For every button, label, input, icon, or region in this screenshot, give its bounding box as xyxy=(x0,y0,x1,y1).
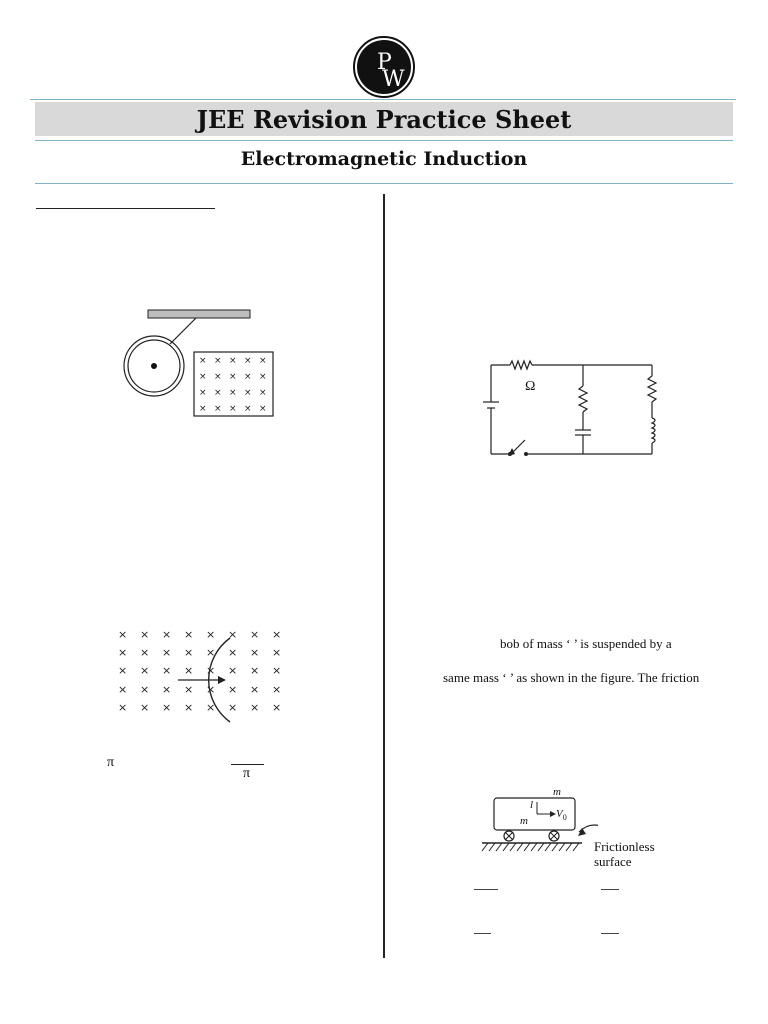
svg-text:×: × xyxy=(184,646,194,659)
svg-text:×: × xyxy=(228,683,238,696)
svg-text:×: × xyxy=(206,628,216,641)
svg-text:×: × xyxy=(118,646,128,659)
option-c-fraction-bar xyxy=(474,933,491,934)
figure-cart xyxy=(478,784,598,856)
svg-text:×: × xyxy=(118,628,128,641)
svg-text:×: × xyxy=(272,646,282,659)
svg-text:×: × xyxy=(229,388,237,398)
svg-text:×: × xyxy=(206,664,216,677)
option-a-fraction-bar xyxy=(474,889,498,890)
svg-text:×: × xyxy=(244,404,252,414)
page-title: JEE Revision Practice Sheet xyxy=(196,104,572,134)
question-text-line2: same mass ‘ ’ as shown in the figure. The friction xyxy=(443,670,700,685)
surface-label: surface xyxy=(594,854,632,869)
svg-text:×: × xyxy=(140,664,150,677)
svg-text:×: × xyxy=(206,701,216,714)
svg-text:×: × xyxy=(229,404,237,414)
svg-text:×: × xyxy=(140,701,150,714)
cart-label-l: l xyxy=(530,799,534,811)
svg-text:×: × xyxy=(140,628,150,641)
header-rule-3 xyxy=(35,183,733,184)
svg-text:×: × xyxy=(229,372,237,382)
circuit-omega: Ω xyxy=(525,379,536,394)
svg-text:×: × xyxy=(214,388,222,398)
svg-text:×: × xyxy=(206,646,216,659)
svg-text:×: × xyxy=(184,664,194,677)
page-subtitle: Electromagnetic Induction xyxy=(240,148,528,170)
question-text-line1: bob of mass ‘ ’ is suspended by a xyxy=(500,636,672,651)
cart-label-m-left: m xyxy=(520,815,528,827)
option-b-fraction-bar xyxy=(601,889,619,890)
svg-text:×: × xyxy=(272,701,282,714)
svg-text:×: × xyxy=(199,372,207,382)
figure-semicircle-field xyxy=(112,624,287,724)
cart-label-m-top: m xyxy=(553,786,561,798)
svg-text:×: × xyxy=(199,356,207,366)
svg-text:×: × xyxy=(272,664,282,677)
svg-text:×: × xyxy=(162,664,172,677)
option-d-fraction-bar xyxy=(601,933,619,934)
svg-text:×: × xyxy=(244,388,252,398)
svg-text:×: × xyxy=(140,646,150,659)
svg-text:×: × xyxy=(272,628,282,641)
cart-label-v xyxy=(556,808,567,822)
svg-text:×: × xyxy=(162,701,172,714)
header-top-rule xyxy=(30,99,736,100)
svg-text:×: × xyxy=(206,683,216,696)
svg-text:×: × xyxy=(228,664,238,677)
svg-text:P: P xyxy=(377,50,392,75)
svg-text:×: × xyxy=(199,404,207,414)
svg-text:×: × xyxy=(250,664,260,677)
figure-ring-field xyxy=(118,306,278,420)
cart-label-v-sub: 0 xyxy=(562,813,567,823)
svg-text:×: × xyxy=(259,372,267,382)
svg-text:×: × xyxy=(184,628,194,641)
pw-logo xyxy=(353,36,415,98)
svg-text:×: × xyxy=(229,356,237,366)
svg-text:×: × xyxy=(228,646,238,659)
cart-label-v-main: V xyxy=(556,808,563,820)
fig2-pi-left: π xyxy=(107,755,115,770)
fig2-pi-right: π xyxy=(243,766,251,781)
svg-text:×: × xyxy=(228,628,238,641)
section-underline xyxy=(36,208,215,209)
svg-text:×: × xyxy=(272,683,282,696)
svg-text:×: × xyxy=(118,664,128,677)
svg-text:×: × xyxy=(214,404,222,414)
svg-text:×: × xyxy=(259,404,267,414)
svg-text:×: × xyxy=(118,683,128,696)
svg-text:×: × xyxy=(244,372,252,382)
svg-text:×: × xyxy=(214,356,222,366)
fraction-bar xyxy=(231,764,264,765)
svg-text:×: × xyxy=(184,701,194,714)
svg-text:×: × xyxy=(228,701,238,714)
svg-text:×: × xyxy=(140,683,150,696)
figure-circuit xyxy=(478,356,660,464)
svg-text:×: × xyxy=(162,646,172,659)
svg-text:×: × xyxy=(162,683,172,696)
svg-text:×: × xyxy=(259,356,267,366)
svg-text:×: × xyxy=(184,683,194,696)
svg-text:×: × xyxy=(199,388,207,398)
title-band xyxy=(35,102,733,136)
svg-text:×: × xyxy=(250,628,260,641)
svg-text:×: × xyxy=(250,646,260,659)
svg-text:×: × xyxy=(214,372,222,382)
svg-text:×: × xyxy=(118,701,128,714)
svg-text:×: × xyxy=(162,628,172,641)
svg-text:×: × xyxy=(250,683,260,696)
svg-text:×: × xyxy=(244,356,252,366)
frictionless-label: Frictionless xyxy=(594,839,655,854)
svg-text:W: W xyxy=(382,67,405,92)
svg-text:×: × xyxy=(250,701,260,714)
svg-text:×: × xyxy=(259,388,267,398)
header-rule-2 xyxy=(35,140,733,141)
column-divider xyxy=(383,194,385,958)
